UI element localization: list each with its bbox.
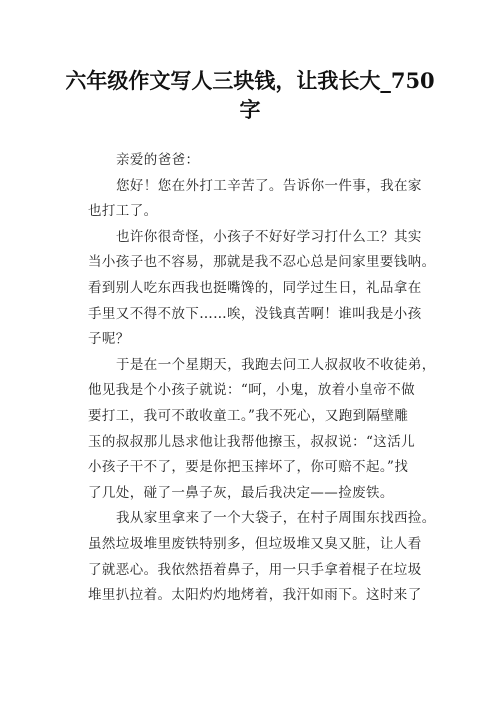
paragraph-collecting-scrap [88,506,436,608]
text-line: 看到别人吃东西我也挺嘴馋的，同学过生日，礼品拿在 [88,279,422,296]
text-line: 于是在一个星期天，我跑去问工人叔叔收不收徒弟， [116,356,436,373]
title-line-1: 六年级作文写人三块钱，让我长大_750 [65,68,435,93]
paragraph-salutation [88,148,432,174]
paragraph-why-work [88,225,436,353]
text-line: 也许你很奇怪，小孩子不好好学习打什么工？其实 [116,228,422,245]
text-line: 虽然垃圾堆里废铁特别多，但垃圾堆又臭又脏，让人看 [88,535,422,552]
paragraph-greeting [88,174,432,225]
text-line: 亲爱的爸爸： [116,152,200,168]
text-line: 要打工，我可不敢收童工。”我不死心，又跑到隔壁雕 [88,407,409,424]
text-line: 小孩子干不了，要是你把玉摔坏了，你可赔不起。”找 [88,459,409,476]
text-line: 玉的叔叔那儿恳求他让我帮他擦玉，叔叔说：“这活儿 [88,433,416,450]
text-line: 我从家里拿来了一个大袋子，在村子周围东找西捡。 [116,510,436,527]
text-line: 当小孩子也不容易，那就是我不忍心总是问家里要钱呐。 [88,254,436,271]
text-line: 子呢？ [88,331,130,348]
text-line: 您好！您在外打工辛苦了。告诉你一件事，我在家 [116,177,422,194]
text-line: 也打工了。 [88,203,158,220]
text-line: 他见我是个小孩子就说：“呵，小鬼，放着小皇帝不做 [88,382,416,399]
text-line: 手里又不得不放下……唉，没钱真苦啊！谁叫我是小孩 [88,305,422,322]
text-line: 堆里扒拉着。太阳灼灼地烤着，我汗如雨下。这时来了 [88,587,422,604]
paragraph-finding-work [88,353,436,507]
text-line: 了几处，碰了一鼻子灰，最后我决定——捡废铁。 [88,484,394,501]
title-line-2: 字 [239,97,261,122]
document-body [88,148,436,609]
document-title [0,66,500,124]
text-line: 了就恶心。我依然捂着鼻子，用一只手拿着棍子在垃圾 [88,561,422,578]
